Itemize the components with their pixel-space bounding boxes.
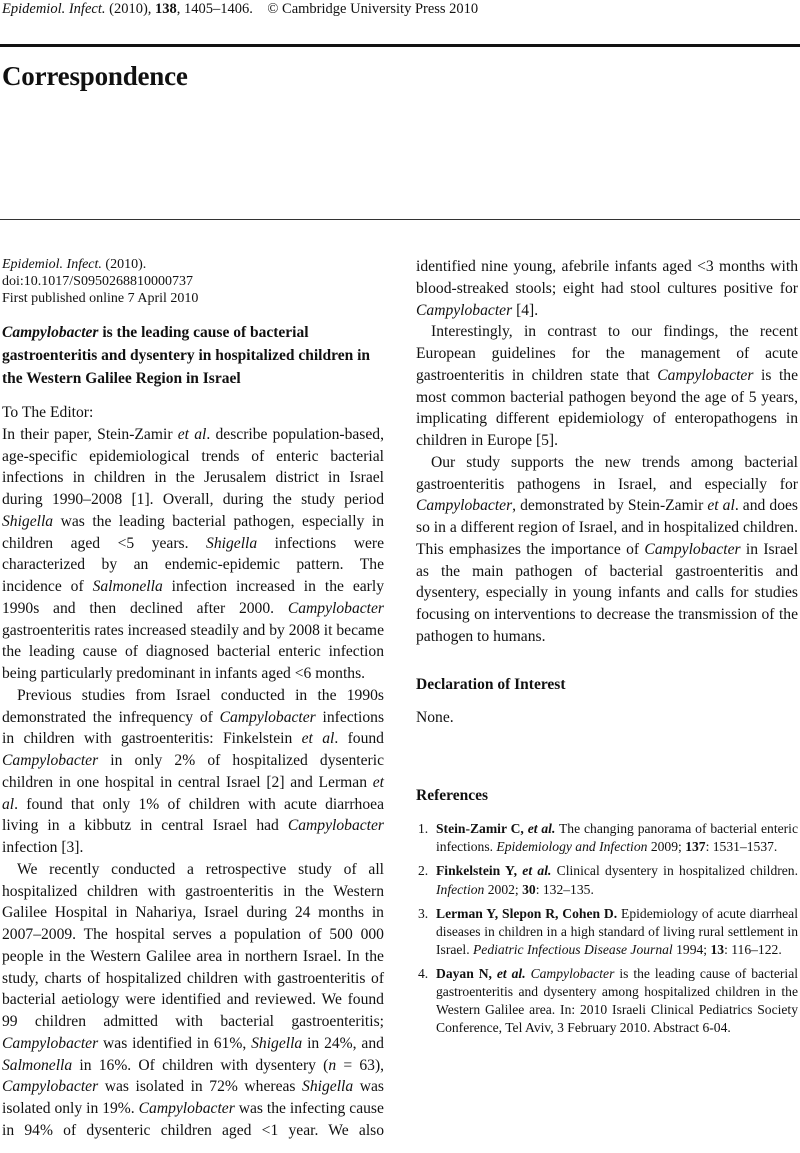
- reference-item: 2. Finkelstein Y, et al. Clinical dysentery in hospitalized children. Infection 2002; 30: 132–135.: [418, 863, 798, 897]
- left-column: [2, 256, 384, 1142]
- reference-number: 2.: [418, 863, 429, 879]
- running-head: [2, 0, 478, 18]
- article-title-italic: Campylobacter: [2, 324, 99, 341]
- article-meta: [2, 256, 384, 307]
- reference-item: 1. Stein-Zamir C, et al. The changing panorama of bacterial enteric infections. Epidemiology and Infection 2009; 137: 1531–1537.: [418, 821, 798, 855]
- salutation: To The Editor:: [2, 404, 94, 421]
- running-head-journal: Epidemiol. Infect.: [2, 1, 106, 17]
- running-head-volume: 138: [155, 1, 177, 17]
- right-column: [416, 256, 798, 1043]
- running-head-year: (2010),: [109, 1, 152, 17]
- section-title: Correspondence: [2, 61, 188, 91]
- meta-doi[interactable]: doi:10.1017/S0950268810000737: [2, 274, 193, 289]
- reference-number: 1.: [418, 821, 429, 837]
- reference-number: 3.: [418, 905, 429, 921]
- declaration-heading: Declaration of Interest: [416, 675, 566, 693]
- paragraph-3-continued: identified nine young, afebrile infants aged <3 months with blood-streaked stools; eight had stool cultures positive for Campylobacter [4].: [416, 258, 799, 319]
- section-rule: [0, 219, 800, 220]
- paragraph-1: In their paper, Stein-Zamir et al. describe population-based, age-specific epidemiological trends of enteric bacterial infections in children in the Jerusalem district in Israel during 1990–2008 [1]. Overall, during the study period Shigella was the leading bacterial pathogen, especially in children aged <5 years. Shigella infections were characterized by an endemic-epidemic pattern. The incidence of Salmonella infection increased in the early 1990s and then declined after 2000. Campylobacter gastroenteritis rates increased steadily and by 2008 it became the leading cause of diagnosed bacterial enteric infection being particularly predominant in infants aged <6 months.: [2, 425, 385, 682]
- paragraph-3: We recently conducted a retrospective study of all hospitalized children with gastroenteritis in the Western Galilee Hospital in Nahariya, Israel during 24 months in 2007–2009. The hospital serves a population of 500 000 people in the Western Galilee area in northern Israel. In the study, charts of hospitalized children with gastroenteritis of bacterial aetiology were identified and reviewed. We found 99 children admitted with bacterial gastroenteritis; Campylobacter was identified in 61%, Shigella in 24%, and Salmonella in 16%. Of children with dysentery (n = 63), Campylobacter was isolated in 72% whereas Shigella was isolated only in 19%. Campylobacter was the infecting cause in 94% of dysenteric children aged <1 year. We also: [2, 860, 385, 1139]
- article-title: [2, 321, 384, 390]
- references-heading: References: [416, 787, 489, 805]
- meta-published: First published online 7 April 2010: [2, 291, 199, 306]
- meta-journal: Epidemiol. Infect.: [2, 257, 102, 272]
- reference-number: 4.: [418, 965, 429, 981]
- running-head-copyright: © Cambridge University Press 2010: [267, 1, 479, 17]
- header-rule: [0, 44, 800, 47]
- paragraph-5: Our study supports the new trends among bacterial gastroenteritis pathogens in Israel, and especially for Campylobacter, demonstrated by Stein-Zamir et al. and does so in a different region of Israel, and in hospitalized children. This emphasizes the importance of Campylobacter in Israel as the main pathogen of bacterial gastroenteritis and dysentery, especially in young infants and calls for studies focusing on interventions to decrease the transmission of the pathogen to humans.: [416, 453, 798, 645]
- reference-list: [416, 820, 798, 1037]
- reference-item: 4. Dayan N, et al. Campylobacter is the leading cause of bacterial gastroenteritis and dysentery among hospitalized children in the Western Galilee area. In: 2010 Israeli Clinical Pediatrics Society Conference, Tel Aviv, 3 February 2010. Abstract 6-04.: [418, 965, 799, 1036]
- paragraph-2: Previous studies from Israel conducted in the 1990s demonstrated the infrequency of Campylobacter infections in children with gastroenteritis: Finkelstein et al. found Campylobacter in only 2% of hospitalized dysenteric children in one hospital in central Israel [2] and Lerman et al. found that only 1% of children with acute diarrhoea living in a kibbutz in central Israel had Campylobacter infection [3].: [2, 686, 385, 856]
- meta-citation: [2, 256, 384, 273]
- article-title-rest: is the leading cause of bacterial gastroenteritis and dysentery in hospitalized children in the Western Galilee Region in Israel: [2, 324, 371, 387]
- declaration-body: None.: [416, 708, 454, 726]
- paragraph-4: Interestingly, in contrast to our findings, the recent European guidelines for the management of acute gastroenteritis in children state that Campylobacter is the most common bacterial pathogen beyond the age of 5 years, implicating different epidemiology of enteropathogens in children in Europe [5].: [416, 323, 798, 449]
- meta-year: (2010).: [101, 257, 147, 272]
- reference-item: 3. Lerman Y, Slepon R, Cohen D. Epidemiology of acute diarrheal diseases in children in a high standard of living rural settlement in Israel. Pediatric Infectious Disease Journal 1994; 13: 116–122.: [418, 905, 798, 957]
- running-head-pages: , 1405–1406.: [176, 1, 253, 17]
